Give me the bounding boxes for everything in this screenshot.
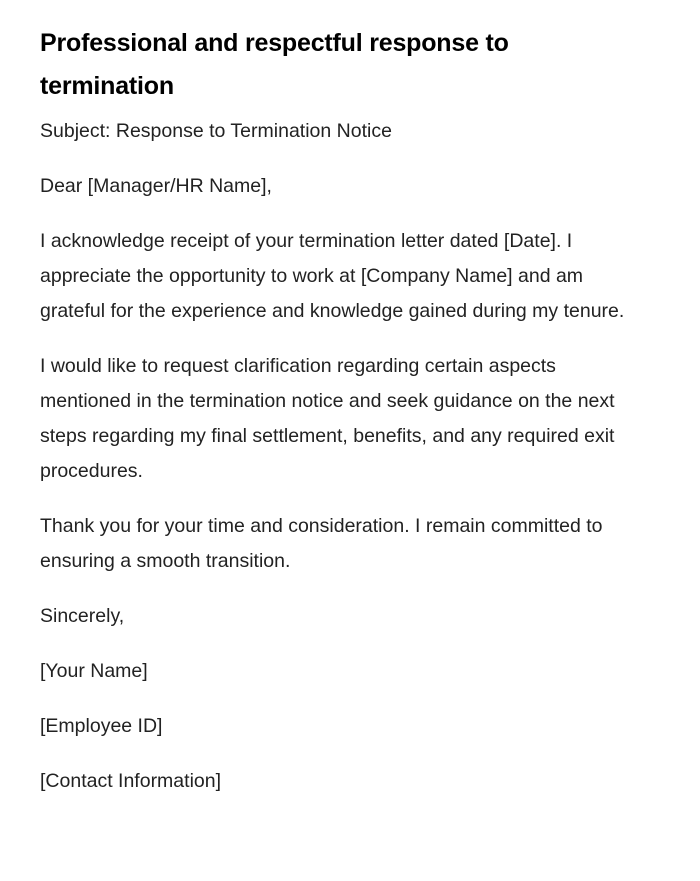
signature-contact: [Contact Information] (40, 770, 222, 792)
closing: Sincerely, (40, 605, 125, 627)
signature-name: [Your Name] (40, 660, 148, 682)
signature-employee-id: [Employee ID] (40, 715, 163, 737)
body-paragraph-clarification: I would like to request clarification regarding certain aspects mentioned in the termination notice and seek guidance on the next steps regarding my final settlement, benefits, and any required exit procedures. (40, 355, 615, 482)
body-paragraph-thanks: Thank you for your time and consideration. I remain committed to ensuring a smooth transition. (40, 515, 603, 572)
page-title: Professional and respectful response to termination (40, 29, 509, 100)
salutation: Dear [Manager/HR Name], (40, 175, 272, 197)
body-paragraph-acknowledgement: I acknowledge receipt of your termination letter dated [Date]. I appreciate the opportunity to work at [Company Name] and am grateful for the experience and knowledge gained during my tenure. (40, 230, 625, 322)
subject-line: Subject: Response to Termination Notice (40, 120, 392, 142)
